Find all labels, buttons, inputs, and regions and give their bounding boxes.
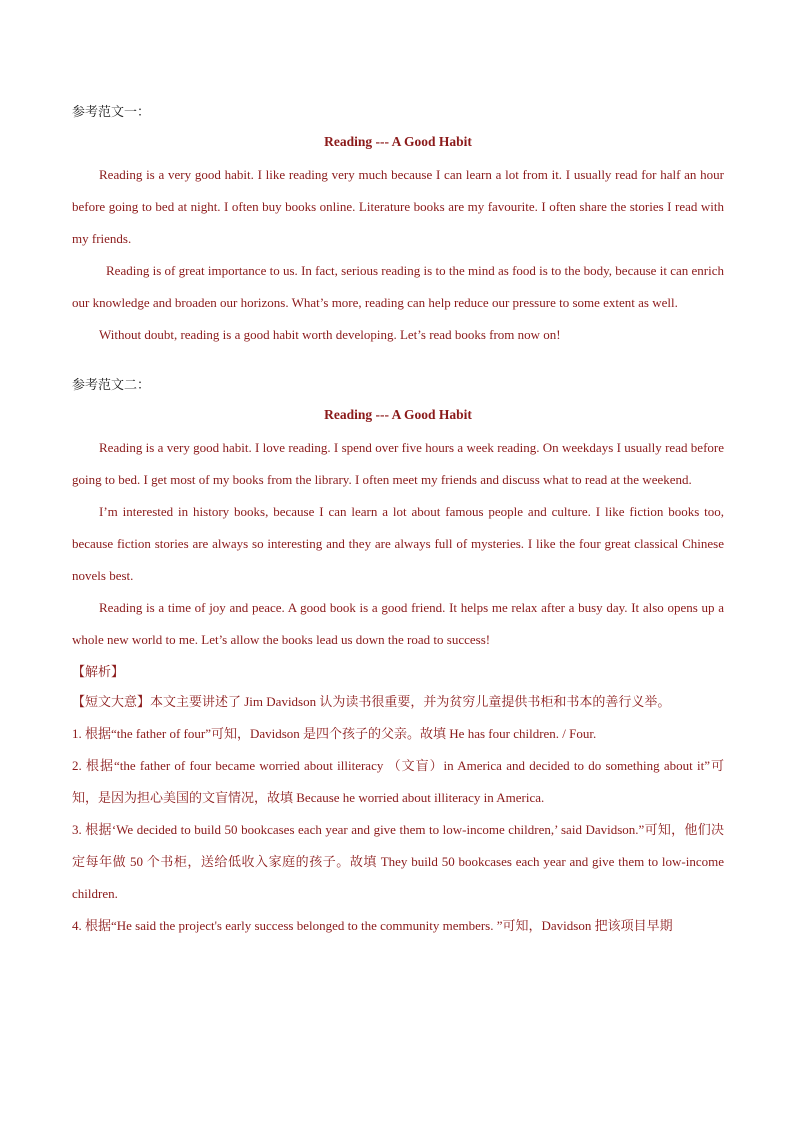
essay2-paragraph-1: Reading is a very good habit. I love reading. I spend over five hours a week reading. On weekdays I usually read before going to bed. I get most of my books from the library. I often meet my friends and discuss what to read at the weekend. [72,440,724,487]
analysis-item-3: 3. 根据‘We decided to build 50 bookcases each year and give them to low-income children,’ said Davidson.”可知，他们决定每年做 50 个书柜，送给低收入家庭的孩子。故填 They build 50 bookcases each year and give them to low-income children. [72,822,724,901]
analysis-item-2: 2. 根据“the father of four became worried about illiteracy （文盲）in America and decided to do something about it”可知，是因为担心美国的文盲情况，故填 Because he worried about illiteracy in America. [72,758,724,805]
essay1-paragraph-3: Without doubt, reading is a good habit worth developing. Let’s read books from now on! [99,327,561,342]
essay2-paragraph-3: Reading is a time of joy and peace. A good book is a good friend. It helps me relax after a busy day. It also opens up a whole new world to me. Let’s allow the books lead us down the road to success! [72,600,724,647]
analysis-item-1: 1. 根据“the father of four”可知，Davidson 是四个孩子的父亲。故填 He has four children. / Four. [72,726,597,741]
analysis-heading: 【解析】 [72,664,125,679]
analysis-item-4: 4. 根据“He said the project's early success belonged to the community members. ”可知，Davidson 把该项目早期 [72,918,673,933]
essay1-paragraph-2: Reading is of great importance to us. In fact, serious reading is to the mind as food is to the body, because it can enrich our knowledge and broaden our horizons. What’s more, reading can help reduce our pressure to some extent as well. [72,263,724,310]
essay1-label: 参考范文一： [72,104,151,119]
analysis-summary: 【短文大意】本文主要讲述了 Jim Davidson 认为读书很重要，并为贫穷儿童提供书柜和书本的善行义举。 [72,694,671,709]
document-page [72,98,724,942]
essay2-label: 参考范文二： [72,377,151,392]
section-spacer [72,351,724,371]
essay2-title: Reading --- A Good Habit [324,407,472,422]
essay1-paragraph-1: Reading is a very good habit. I like reading very much because I can learn a lot from it. I usually read for half an hour before going to bed at night. I often buy books online. Literature books are my favourite. I often share the stories I read with my friends. [72,167,724,246]
essay2-paragraph-2: I’m interested in history books, because I can learn a lot about famous people and culture. I like fiction books too, because fiction stories are always so interesting and they are always full of mysteries. I like the four great classical Chinese novels best. [72,504,724,583]
essay1-title: Reading --- A Good Habit [324,134,472,149]
